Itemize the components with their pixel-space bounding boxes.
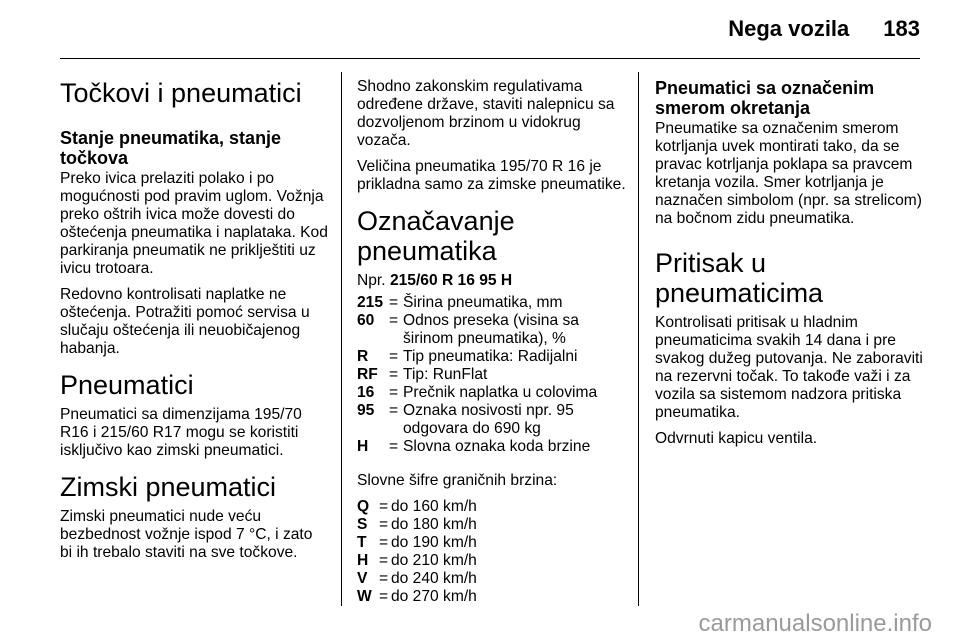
- list-item: [357, 366, 627, 384]
- column-divider: [638, 72, 639, 606]
- section-title: Nega vozila: [728, 16, 850, 41]
- section-heading: Pneumatici: [60, 370, 194, 400]
- equals-sign: =: [389, 384, 399, 401]
- paragraph: Zimski pneumatici nude veću bezbednost vožnje ispod 7 °C, i zato bi ih trebalo staviti na sve točkove.: [60, 508, 313, 561]
- speed-value: do 160 km/h: [391, 498, 477, 515]
- code-value: Oznaka nosivosti npr. 95 odgovara do 690 kg: [403, 402, 574, 437]
- page-number: 183: [883, 16, 920, 41]
- speed-key: S: [357, 516, 368, 533]
- code-key: 16: [357, 384, 375, 401]
- code-key: R: [357, 348, 369, 365]
- equals-sign: =: [389, 294, 399, 311]
- list-item: [357, 498, 627, 516]
- paragraph: Odvrnuti kapicu ventila.: [655, 430, 818, 447]
- list-item: [357, 552, 627, 570]
- tire-code-list: [357, 294, 627, 456]
- equals-sign: =: [389, 402, 399, 419]
- column-left: [60, 70, 328, 570]
- list-item: [357, 348, 627, 366]
- code-value: Prečnik naplatka u colovima: [403, 384, 598, 401]
- example-line: [357, 272, 627, 290]
- paragraph: Slovne šifre graničnih brzina:: [357, 472, 558, 489]
- chapter-heading: Točkovi i pneumatici: [60, 78, 302, 108]
- list-item: [357, 294, 627, 312]
- paragraph: Redovno kontrolisati naplatke ne oštećenja. Potražiti pomoć servisa u slučaju oštećenja ili neuobičajenog habanja.: [60, 286, 310, 357]
- equals-sign: =: [379, 534, 389, 551]
- paragraph: Shodno zakonskim regulativama određene države, staviti nalepnicu sa dozvoljenom brzinom u vidokrug vozača.: [357, 78, 615, 149]
- paragraph: Kontrolisati pritisak u hladnim pneumaticima svakih 14 dana i pre svakog dužeg putovanja. Ne zaboraviti na rezervni točak. To takođe važi i za vozila sa sistemom nadzora pritiska pneumatika.: [655, 314, 923, 421]
- equals-sign: =: [389, 366, 399, 383]
- subsection-heading: Pneumatici sa označenim smerom okretanja: [655, 78, 875, 118]
- subsection-heading: Stanje pneumatika, stanje točkova: [60, 128, 282, 168]
- code-key: RF: [357, 366, 378, 383]
- speed-code-list: [357, 498, 627, 606]
- column-middle: [357, 78, 627, 616]
- speed-value: do 270 km/h: [391, 588, 477, 605]
- code-value: Odnos preseka (visina sa širinom pneumatika), %: [403, 312, 579, 347]
- speed-key: H: [357, 552, 369, 569]
- section-heading: Zimski pneumatici: [60, 472, 277, 502]
- code-key: H: [357, 438, 369, 455]
- list-item: [357, 570, 627, 588]
- speed-value: do 240 km/h: [391, 570, 477, 587]
- example-prefix: Npr.: [357, 272, 390, 289]
- code-value: Tip pneumatika: Radijalni: [403, 348, 578, 365]
- header-rule: [60, 58, 920, 59]
- column-divider: [341, 72, 342, 606]
- equals-sign: =: [389, 312, 399, 329]
- example-code: 215/60 R 16 95 H: [389, 272, 513, 289]
- code-value: Širina pneumatika, mm: [403, 294, 563, 311]
- speed-key: Q: [357, 498, 370, 515]
- code-key: 215: [357, 294, 384, 311]
- paragraph: Pneumatici sa dimenzijama 195/70 R16 i 215/60 R17 mogu se koristiti isključivo kao zimski pneumatici.: [60, 406, 302, 459]
- list-item: [357, 588, 627, 606]
- speed-key: W: [357, 588, 372, 605]
- code-key: 95: [357, 402, 375, 419]
- speed-key: T: [357, 534, 367, 551]
- equals-sign: =: [379, 498, 389, 515]
- paragraph: Pneumatike sa označenim smerom kotrljanja uvek montirati tako, da se pravac kotrljanja poklapa sa pravcem kretanja vozila. Smer kotrljanja je naznačen simbolom (npr. sa strelicom) na bočnom zidu pneumatika.: [655, 120, 922, 227]
- column-right: [655, 78, 925, 456]
- watermark: carmanualsonline.info: [698, 610, 932, 637]
- list-item: [357, 384, 627, 402]
- list-item: [357, 402, 627, 438]
- list-item: [357, 516, 627, 534]
- equals-sign: =: [379, 588, 389, 605]
- paragraph: Preko ivica prelaziti polako i po mogućnosti pod pravim uglom. Vožnja preko oštrih ivica može dovesti do oštećenja pneumatika i naplataka. Kod parkiranja pneumatik ne priklještiti uz ivicu trotoara.: [60, 170, 328, 277]
- speed-value: do 210 km/h: [391, 552, 477, 569]
- equals-sign: =: [379, 552, 389, 569]
- paragraph: Veličina pneumatika 195/70 R 16 je prikladna samo za zimske pneumatike.: [357, 158, 626, 193]
- code-key: 60: [357, 312, 375, 329]
- speed-value: do 180 km/h: [391, 516, 477, 533]
- equals-sign: =: [379, 516, 389, 533]
- speed-key: V: [357, 570, 368, 587]
- section-heading: Pritisak u pneumaticima: [655, 248, 824, 308]
- code-value: Tip: RunFlat: [403, 366, 488, 383]
- section-heading: Označavanje pneumatika: [357, 206, 515, 266]
- equals-sign: =: [389, 348, 399, 365]
- page-header: [0, 16, 920, 42]
- equals-sign: =: [379, 570, 389, 587]
- list-item: [357, 312, 627, 348]
- equals-sign: =: [389, 438, 399, 455]
- list-item: [357, 534, 627, 552]
- list-item: [357, 438, 627, 456]
- speed-value: do 190 km/h: [391, 534, 477, 551]
- code-value: Slovna oznaka koda brzine: [403, 438, 591, 455]
